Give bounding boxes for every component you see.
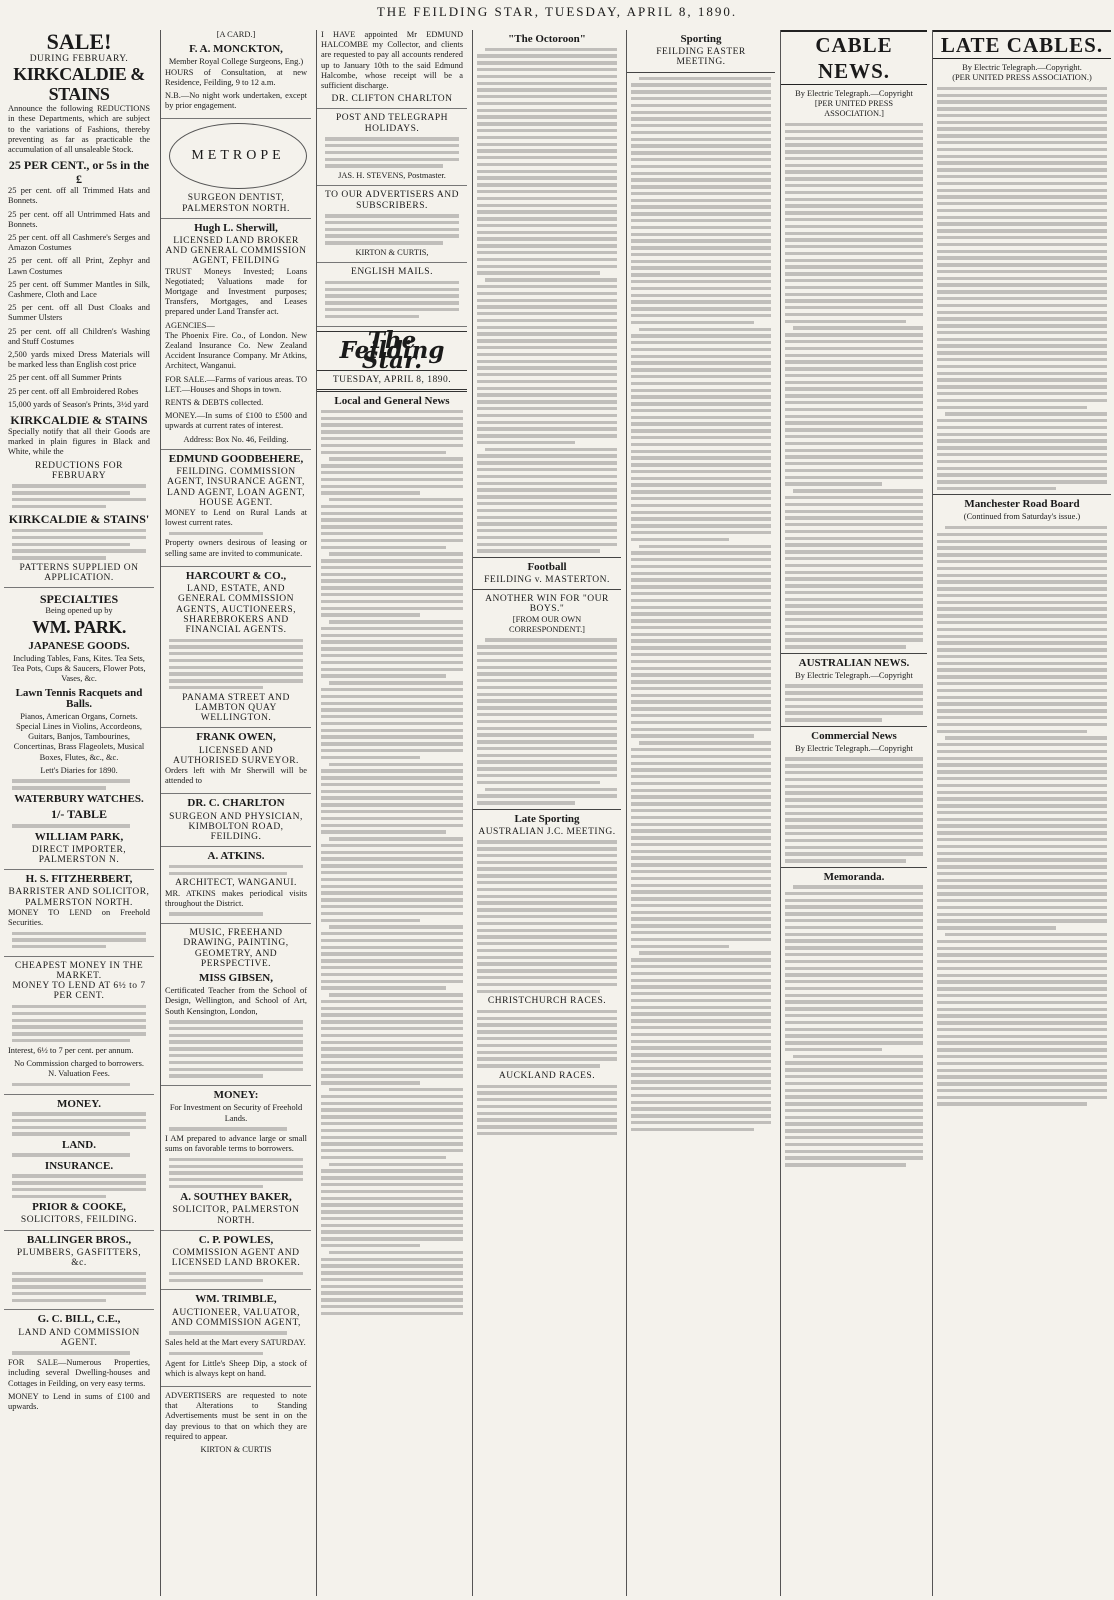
cable-press: [PER UNITED PRESS ASSOCIATION.]	[814, 99, 894, 119]
being-opened: Being opened up by	[45, 606, 113, 616]
no-commission: No Commission charged to borrowers.	[14, 1058, 144, 1068]
sale-item: 2,500 yards mixed Dress Materials will be marked less than English cost price	[8, 350, 150, 370]
bill-ad	[4, 1314, 154, 1412]
column-7	[932, 30, 1111, 1596]
local-news-heading: Local and General News	[334, 395, 450, 408]
hours: HOURS of Consultation, at new Residence, Feilding, 9 to 12 a.m.	[165, 67, 307, 87]
advertisers-note-ad	[161, 1391, 311, 1455]
lawn-tennis: Lawn Tennis Racquets and Balls.	[15, 687, 143, 710]
sales-note: Sales held at the Mart every SATURDAY.	[165, 1338, 306, 1348]
pianos-text: Pianos, American Organs, Cornets. Special Lines in Violins, Accordeons, Guitars, Banjos, Tambourines, Concertinas, Brass Flageolets, Musical Boxes, Flutes, &c., &c.	[13, 711, 145, 762]
dentist-location: PALMERSTON NORTH.	[182, 203, 290, 214]
trimble-ad	[161, 1294, 311, 1387]
goodbehere-name: EDMUND GOODBEHERE,	[168, 452, 304, 465]
box-address: Address: Box No. 46, Feilding.	[183, 434, 289, 444]
masthead-title: THE FEILDING STAR, TUESDAY, APRIL 8, 1890.	[376, 4, 738, 19]
nb-note: N.B.—No night work undertaken, except by prior engagement.	[165, 91, 307, 111]
money-land-insurance-ad	[4, 1099, 154, 1231]
rents: RENTS & DEBTS collected.	[165, 398, 264, 408]
cable-news-heading: CABLE NEWS.	[781, 30, 927, 85]
sherwill-sub: LICENSED LAND BROKER AND GENERAL COMMISSION AGENT, FEILDING	[165, 236, 307, 267]
sale-item: 25 per cent. off all Cashmere's Serges and Amazon Costumes	[8, 233, 150, 253]
music-heading: MUSIC, FREEHAND DRAWING, PAINTING, GEOMETRY, AND PERSPECTIVE.	[183, 928, 289, 969]
valuation-fees: N. Valuation Fees.	[48, 1069, 110, 1079]
manchester-body	[933, 526, 1111, 1106]
sale-note: FOR SALE—Numerous Properties, including several Dwelling-houses and Cottages in Feilding, on very easy terms.	[8, 1358, 150, 1388]
late-cables-heading: LATE CABLES.	[933, 30, 1111, 59]
sale-item: 25 per cent. off all Dust Cloaks and Summer Ulsters	[8, 303, 150, 323]
atkins-name: A. ATKINS.	[207, 850, 265, 863]
reductions-heading: REDUCTIONS FOR FEBRUARY	[34, 460, 124, 481]
sale-items	[8, 186, 150, 410]
commercial-byline: By Electric Telegraph.—Copyright	[795, 743, 913, 753]
sale-item: 25 per cent. off all Print, Zephyr and Lawn Costumes	[8, 256, 150, 276]
cheapest-money-ad	[4, 961, 154, 1095]
charlton-name: DR. C. CHARLTON	[187, 797, 285, 810]
sale-item: 25 per cent. off all Children's Washing and Stuff Costumes	[8, 326, 150, 346]
english-mails	[317, 267, 467, 326]
firm-name-2: KIRKCALDIE & STAINS	[10, 413, 148, 428]
late-cables-body	[933, 87, 1111, 490]
late-cables-press: (PER UNITED PRESS ASSOCIATION.)	[952, 73, 1092, 83]
bill-name: G. C. BILL, C.E.,	[37, 1313, 121, 1326]
column-6	[780, 30, 927, 1596]
sale-subtitle: DURING FEBRUARY.	[29, 54, 129, 64]
money-small: MONEY to Lend in sums of £100 and upwards.	[8, 1391, 150, 1412]
cable-body	[781, 123, 927, 649]
sheep-dip: Agent for Little's Sheep Dip, a stock of which is always kept on hand.	[165, 1358, 307, 1378]
patterns-note: PATTERNS SUPPLIED ON APPLICATION.	[19, 562, 139, 584]
correspondent-note: [FROM OUR OWN CORRESPONDENT.]	[509, 614, 585, 634]
goodbehere-sub: FEILDING. COMMISSION AGENT, INSURANCE AGENT, LAND AGENT, LOAN AGENT, HOUSE AGENT.	[166, 467, 306, 508]
baker-name: A. SOUTHEY BAKER,	[180, 1191, 292, 1204]
advertisers-heading: TO OUR ADVERTISERS AND SUBSCRIBERS.	[324, 190, 460, 211]
park-name: WM. PARK.	[32, 616, 126, 637]
interest-rate: Interest, 6½ to 7 per cent. per annum.	[8, 1045, 134, 1055]
property-owners: Property owners desirous of leasing or selling same are invited to communicate.	[165, 538, 307, 558]
english-mails-heading: ENGLISH MAILS.	[351, 267, 433, 278]
gibsen-name: MISS GIBSEN,	[199, 971, 273, 984]
ballinger-name: BALLINGER BROS.,	[26, 1233, 132, 1246]
cable-byline: By Electric Telegraph.—Copyright	[795, 89, 913, 98]
auckland-body	[473, 1085, 621, 1136]
memoranda-body	[781, 885, 927, 1166]
ballinger-ad	[4, 1235, 154, 1311]
fitzherbert-sub: BARRISTER AND SOLICITOR, PALMERSTON NORTH.	[8, 887, 150, 908]
atkins-visits: MR. ATKINS makes periodical visits throughout the District.	[165, 888, 307, 908]
dateline: TUESDAY, APRIL 8, 1890.	[332, 375, 452, 386]
goodbehere-ad	[161, 454, 311, 567]
firm-name: KIRKCALDIE & STAINS	[13, 64, 145, 105]
kirkcaldie-sale-ad	[4, 30, 154, 588]
dentist-emblem-text: METROPE	[191, 148, 285, 164]
sale-item: 25 per cent. off all Untrimmed Hats and Bonnets.	[8, 209, 150, 229]
monckton-ad	[161, 30, 311, 119]
trimble-sub: AUCTIONEER, VALUATOR, AND COMMISSION AGENT,	[171, 1307, 301, 1328]
ballinger-sub: PLUMBERS, GASFITTERS, &c.	[16, 1247, 142, 1268]
trimble-name: WM. TRIMBLE,	[195, 1293, 277, 1306]
money-lend-rate: MONEY TO LEND AT 6½ to 7 PER CENT.	[12, 981, 146, 1002]
bill-sub: LAND AND COMMISSION AGENT.	[18, 1327, 140, 1348]
insurance-heading: INSURANCE.	[44, 1159, 114, 1172]
harcourt-name: HARCOURT & CO.,	[185, 569, 287, 582]
money-sums: MONEY.—In sums of £100 to £500 and upwards at current rates of interest.	[165, 411, 307, 431]
land-heading: LAND.	[62, 1138, 96, 1151]
powles-sub: COMMISSION AGENT AND LICENSED LAND BROKER.	[171, 1248, 301, 1269]
column-4	[472, 30, 621, 1596]
baker-sub: SOLICITOR, PALMERSTON NORTH.	[172, 1205, 300, 1226]
table-heading: 1/- TABLE	[51, 806, 107, 821]
prior-cooke-sub: SOLICITORS, FEILDING.	[20, 1215, 138, 1226]
late-sporting-heading: Late Sporting	[514, 812, 580, 825]
money-investment-ad	[161, 1090, 311, 1231]
kirton-curtis-sig: KIRTON & CURTIS,	[355, 248, 429, 258]
sale-headline: 25 PER CENT., or 5s in the £	[8, 158, 150, 187]
dentist-emblem	[169, 123, 307, 189]
manchester-continued: (Continued from Saturday's issue.)	[963, 512, 1081, 522]
dentist-ad	[161, 123, 311, 218]
atkins-sub: ARCHITECT, WANGANUI.	[175, 878, 297, 889]
post-holidays	[317, 113, 467, 186]
agencies-heading: AGENCIES—	[165, 320, 215, 330]
specialties-heading: SPECIALTIES	[39, 592, 119, 607]
ajc-meeting: AUSTRALIAN J.C. MEETING.	[478, 826, 616, 837]
japanese-heading: JAPANESE GOODS.	[28, 639, 130, 652]
frank-owen-ad	[161, 732, 311, 794]
manchester-road-board-heading: Manchester Road Board	[964, 498, 1080, 511]
easter-meeting: FEILDING EASTER MEETING.	[656, 47, 746, 68]
harcourt-ad	[161, 571, 311, 728]
another-win: ANOTHER WIN FOR "OUR BOYS."	[485, 594, 609, 615]
trust-text: TRUST Moneys Invested; Loans Negotiated; Valuations made for Mortgage and Investment purposes; Transfers, Mortgages, and Leases prepared under Land Transfer act.	[165, 266, 307, 317]
advertisers-subscribers	[317, 190, 467, 263]
panama-street: PANAMA STREET AND LAMBTON QUAY WELLINGTON.	[182, 692, 290, 724]
column-5	[626, 30, 775, 1596]
australian-news-heading: AUSTRALIAN NEWS.	[798, 656, 910, 669]
fitzherbert-ad	[4, 874, 154, 957]
special-note: Specially notify that all their Goods are marked in plain figures in Black and White, while the	[8, 427, 150, 457]
gibsen-ad	[161, 928, 311, 1086]
charlton-sub: SURGEON AND PHYSICIAN, KIMBOLTON ROAD, FEILDING.	[169, 811, 303, 842]
local-news-body	[317, 410, 467, 1315]
agencies-list: The Phoenix Fire. Co., of London. New Zealand Insurance Co. New Zealand Accident Insurance Company. Mr Atkins, Architect, Wanganui.	[165, 330, 307, 371]
powles-name: C. P. POWLES,	[198, 1233, 274, 1246]
cheapest-heading: CHEAPEST MONEY IN THE MARKET.	[14, 960, 144, 982]
commercial-news-heading: Commercial News	[811, 729, 897, 742]
christchurch-races: CHRISTCHURCH RACES.	[487, 996, 607, 1007]
auckland-races: AUCKLAND RACES.	[498, 1070, 596, 1081]
football-heading: Football	[527, 560, 567, 573]
japanese-text: Including Tables, Fans, Kites. Tea Sets, Tea Pots, Cups & Saucers, Flower Pots, Vases, &c.	[12, 653, 146, 684]
feilding-star-flag: The Feilding Star.	[317, 331, 467, 372]
money-investment-heading: MONEY:	[213, 1089, 259, 1102]
fitzherbert-name: H. S. FITZHERBERT,	[25, 873, 133, 886]
prior-cooke: PRIOR & COOKE,	[32, 1201, 126, 1214]
halcombe-notice	[317, 30, 467, 109]
goodbehere-money: MONEY to Lend on Rural Lands at lowest current rates.	[165, 507, 307, 528]
australian-byline: By Electric Telegraph.—Copyright	[795, 670, 913, 680]
octoroon-heading: "The Octoroon"	[508, 33, 586, 45]
octoroon-body	[473, 48, 621, 553]
charlton-ad	[161, 798, 311, 847]
park-signature-sub: DIRECT IMPORTER, PALMERSTON N.	[31, 844, 127, 865]
sherwill-ad	[161, 223, 311, 450]
money-heading: MONEY.	[57, 1097, 101, 1110]
sale-item: 15,000 yards of Season's Prints, 3½d yard	[8, 399, 149, 409]
column-1	[4, 30, 154, 1596]
gibsen-sub: Certificated Teacher from the School of Design, Wellington, and School of Art, South Kensington, London,	[165, 986, 307, 1016]
sale-title: SALE!	[46, 30, 112, 54]
waterbury: WATERBURY WATCHES.	[14, 792, 144, 805]
atkins-ad	[161, 851, 311, 924]
sale-item: 25 per cent. off Summer Mantles in Silk, Cashmere, Cloth and Lace	[8, 279, 150, 300]
column-2	[160, 30, 311, 1596]
sporting-body	[627, 77, 775, 1131]
firm-name-3: KIRKCALDIE & STAINS'	[8, 511, 150, 526]
masthead	[0, 4, 1114, 26]
sporting-heading: Sporting	[680, 33, 722, 45]
dentist-title: SURGEON DENTIST,	[187, 193, 285, 204]
frank-owen-name: FRANK OWEN,	[196, 731, 276, 744]
park-signature: WILLIAM PARK,	[34, 830, 124, 843]
late-cables-byline: By Electric Telegraph.—Copyright.	[962, 63, 1082, 72]
frank-owen-sub: LICENSED AND AUTHORISED SURVEYOR.	[173, 745, 299, 766]
post-holidays-heading: POST AND TELEGRAPH HOLIDAYS.	[335, 113, 449, 134]
sale-item: 25 per cent. off all Summer Prints	[8, 373, 122, 383]
powles-ad	[161, 1235, 311, 1291]
card-label: [A CARD.]	[216, 30, 256, 39]
for-sale: FOR SALE.—Farms of various areas. TO LET.—Houses and Shops in town.	[165, 374, 307, 394]
clifton-charlton: DR. CLIFTON CHARLTON	[331, 94, 453, 105]
letts-diaries: Lett's Diaries for 1890.	[40, 765, 118, 775]
ajc-body	[473, 840, 621, 993]
postmaster: JAS. H. STEVENS, Postmaster.	[338, 171, 446, 181]
sale-item: 25 per cent. off all Embroidered Robes	[8, 386, 139, 396]
security-note: For Investment on Security of Freehold Lands.	[169, 1103, 303, 1123]
orders-note: Orders left with Mr Sherwill will be attended to	[165, 765, 307, 786]
prepared-text: I AM prepared to advance large or small sums on favorable terms to borrowers.	[165, 1133, 307, 1154]
advertisers-note: ADVERTISERS are requested to note that Alterations to Standing Advertisements must be sent in on the day previous to that on which they are required to appear.	[165, 1391, 307, 1441]
feilding-masterton: FEILDING v. MASTERTON.	[484, 575, 610, 585]
money-lend: MONEY TO LEND on Freehold Securities.	[8, 907, 150, 927]
sale-item: 25 per cent. off all Trimmed Hats and Bonnets.	[8, 186, 150, 206]
monckton-name: F. A. MONCKTON,	[189, 43, 283, 56]
football-body	[473, 638, 621, 804]
halcombe-text: I HAVE appointed Mr EDMUND HALCOMBE my Collector, and clients are requested to pay all accounts rendered up to January 10th to the said Edmund Halcombe, whose receipt will be a sufficient discharge.	[321, 30, 463, 91]
sherwill-name: Hugh L. Sherwill,	[194, 221, 278, 234]
christchurch-body	[473, 1010, 621, 1068]
monckton-sub: Member Royal College Surgeons, Eng.)	[168, 57, 304, 67]
park-ad	[4, 592, 154, 870]
memoranda-heading: Memoranda.	[823, 870, 885, 883]
sale-intro: Announce the following REDUCTIONS in these Departments, which are subject to the variations of Fashions, thereby preventing as far as practicable the accumulation of all unsaleable Stock.	[8, 104, 150, 155]
column-3	[316, 30, 467, 1596]
harcourt-sub: LAND, ESTATE, AND GENERAL COMMISSION AGENTS, AUCTIONEERS, SHAREBROKERS AND FINANCIAL AGENTS.	[175, 584, 297, 635]
kirton-curtis: KIRTON & CURTIS	[200, 1445, 272, 1455]
